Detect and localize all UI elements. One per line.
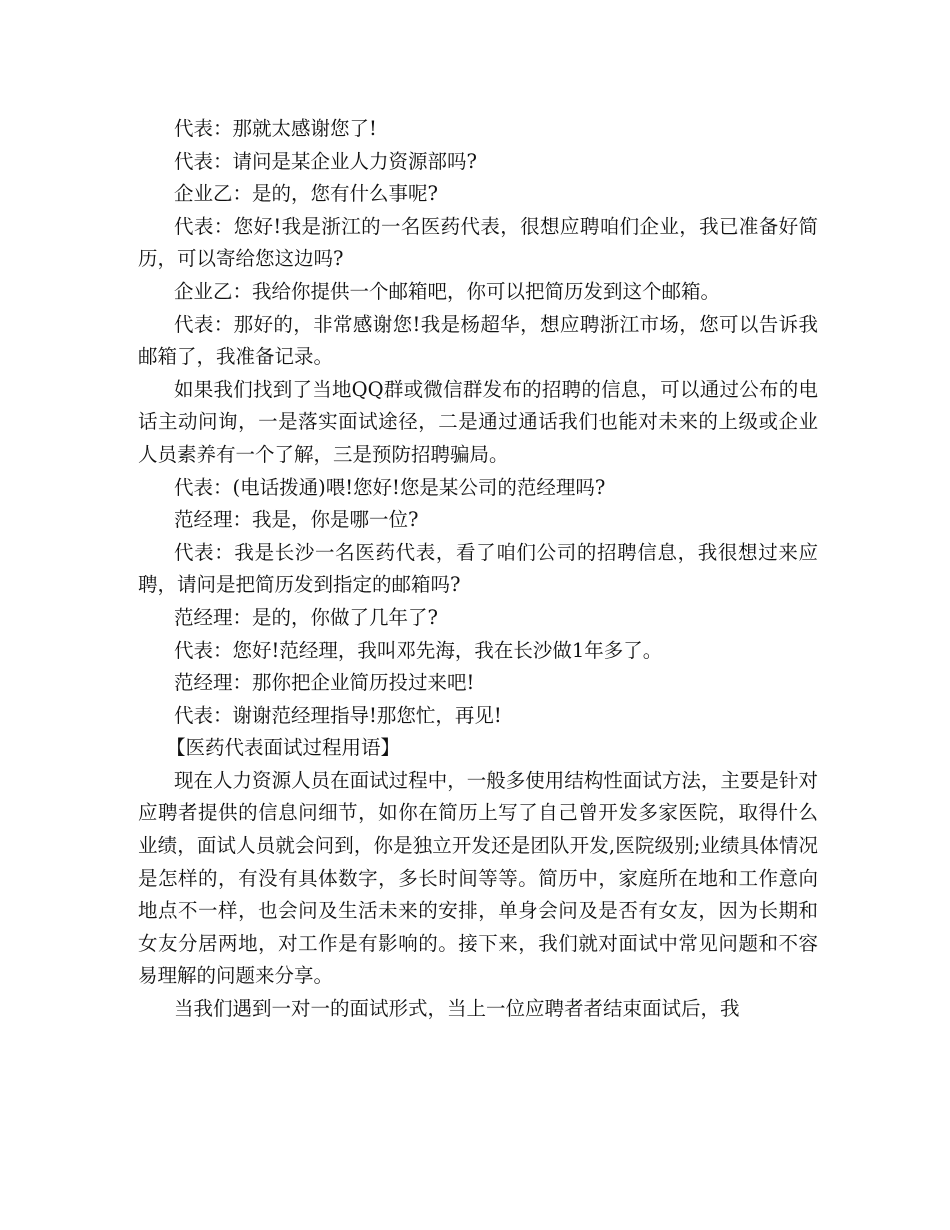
paragraph: 如果我们找到了当地QQ群或微信群发布的招聘的信息，可以通过公布的电话主动问询，一是落实面试途径，二是通过通话我们也能对未来的上级或企业人员素养有一个了解，三是预防招聘骗局。	[138, 377, 818, 466]
paragraph: 代表：那就太感谢您了!	[174, 117, 377, 140]
paragraph: 代表：您好!范经理，我叫邓先海，我在长沙做1年多了。	[174, 638, 663, 662]
paragraph: 范经理：是的，你做了几年了?	[174, 605, 438, 629]
paragraph: 当我们遇到一对一的面试形式，当上一位应聘者者结束面试后，我	[174, 997, 740, 1021]
paragraph: 企业乙：我给你提供一个邮箱吧，你可以把简历发到这个邮箱。	[174, 279, 721, 303]
paragraph: 范经理：那你把企业简历投过来吧!	[174, 671, 475, 695]
paragraph: 代表：我是长沙一名医药代表，看了咱们公司的招聘信息，我很想过来应聘，请问是把简历发到指定的邮箱吗?	[138, 540, 818, 597]
paragraph: 代表：那好的，非常感谢您!我是杨超华，想应聘浙江市场，您可以告诉我邮箱了，我准备记录。	[138, 312, 818, 369]
paragraph: 现在人力资源人员在面试过程中，一般多使用结构性面试方法，主要是针对应聘者提供的信息问细节，如你在简历上写了自己曾开发多家医院，取得什么业绩，面试人员就会问到，你是独立开发还是团队开发,医院级别;业绩具体情况是怎样的，有没有具体数字，多长时间等等。简历中，家庭所在地和工作意向地点不一样，也会问及生活未来的安排，单身会问及是否有女友，因为长期和女友分居两地，对工作是有影响的。接下来，我们就对面试中常见问题和不容易理解的问题来分享。	[138, 768, 818, 988]
paragraph: 代表：(电话拨通)喂!您好!您是某公司的范经理吗?	[174, 475, 606, 499]
paragraph: 代表：请问是某企业人力资源部吗?	[174, 149, 477, 173]
paragraph: 企业乙：是的，您有什么事呢?	[174, 182, 438, 206]
paragraph: 代表：谢谢范经理指导!那您忙，再见!	[174, 703, 502, 727]
section-heading: 【医药代表面试过程用语】	[166, 736, 401, 760]
document-body	[138, 113, 818, 1026]
paragraph: 范经理：我是，你是哪一位?	[174, 508, 419, 532]
paragraph: 代表：您好!我是浙江的一名医药代表，很想应聘咱们企业，我已准备好简历，可以寄给您这边吗?	[138, 214, 818, 271]
